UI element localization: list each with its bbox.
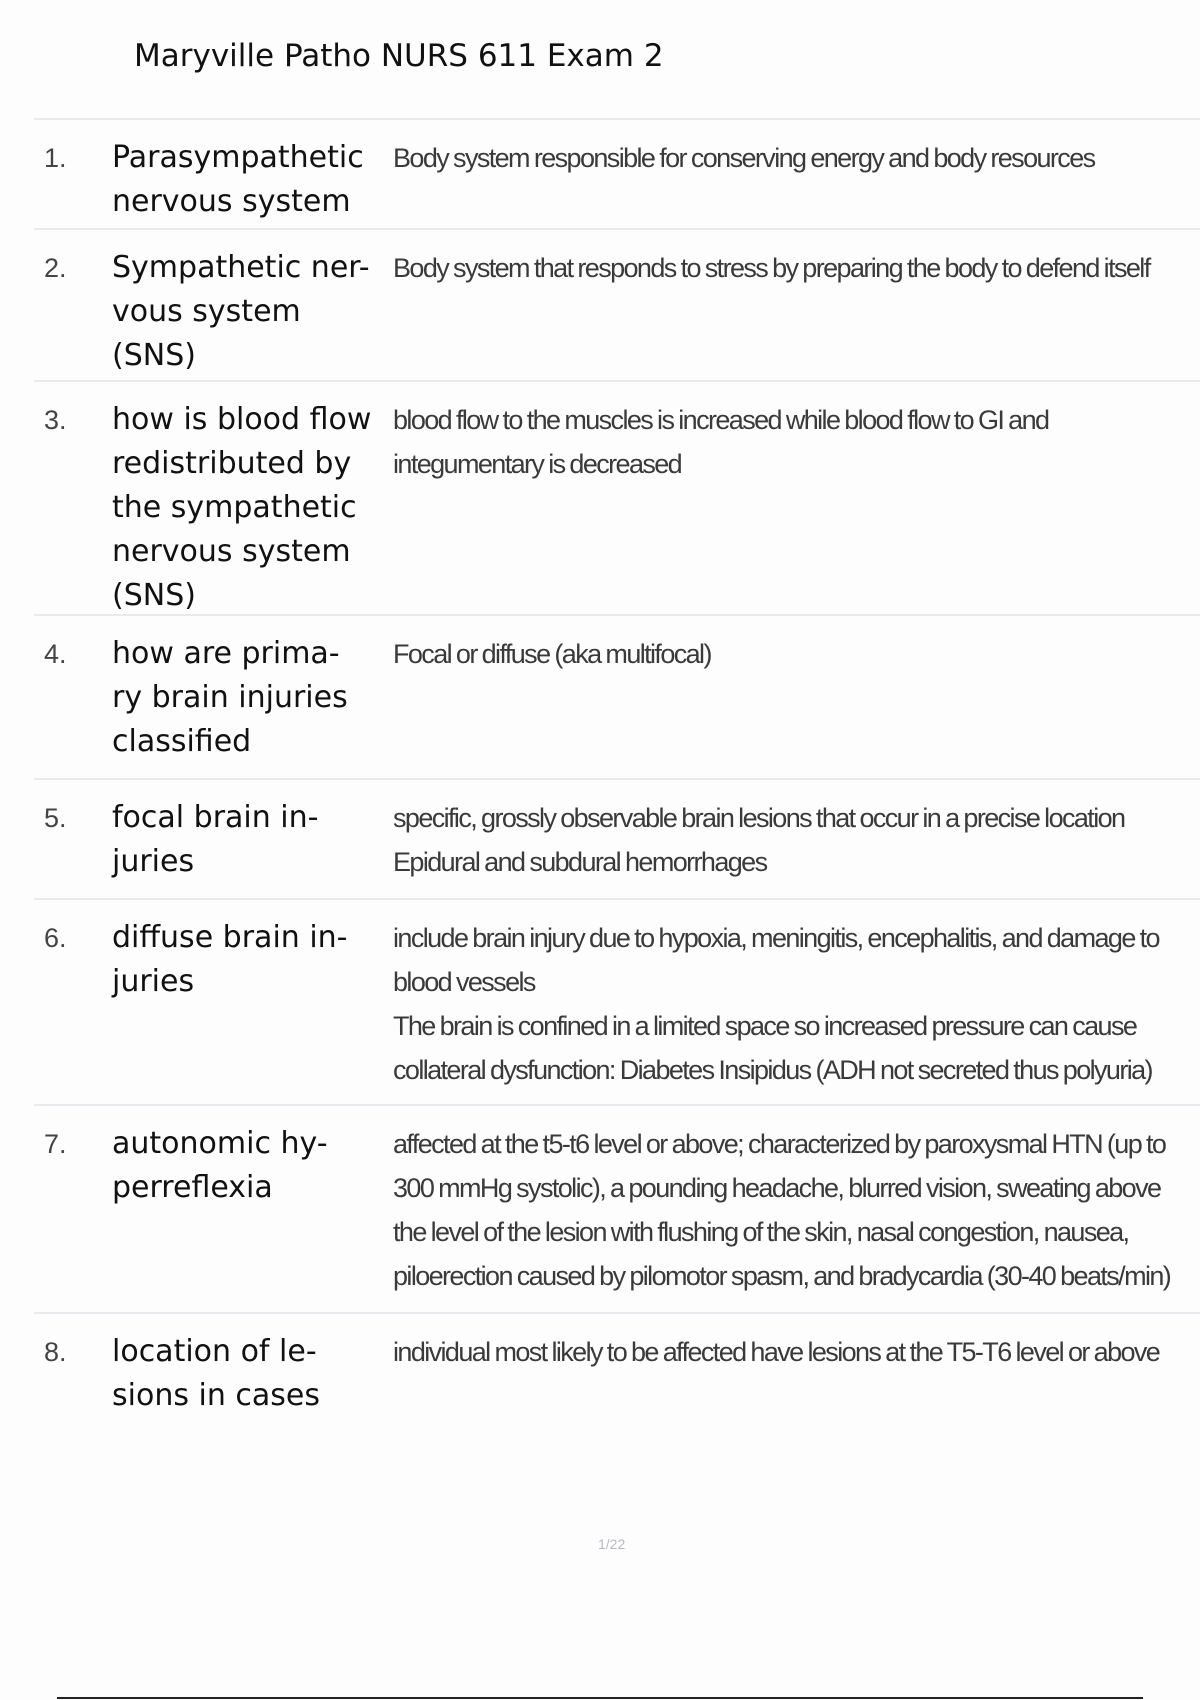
card-number: 3.: [44, 405, 67, 435]
definition-line: affected at the t5-t6 level or above; characterized by paroxysmal HTN (up to 300 mmHg systolic), a pounding headache, blurred vision, sweating above the level of the lesion with flushing of the skin, nasal congestion, nausea, piloerection caused by pilomotor spasm, and bradycardia (30-40 beats/min): [393, 1129, 1171, 1291]
card-term: Parasympathetic nervous system: [112, 140, 364, 219]
card-number: 5.: [44, 803, 67, 833]
definition-line: Body system responsible for conserving energy and body resources: [393, 143, 1095, 173]
flashcard-row: [34, 898, 1200, 1104]
footer-divider: [57, 1697, 1143, 1699]
card-definition: [384, 382, 1200, 614]
card-number: 4.: [44, 639, 67, 669]
card-term: autonomic hy- perreflexia: [112, 1126, 328, 1205]
flashcard-row: [34, 228, 1200, 380]
flashcard-row: [34, 614, 1200, 778]
card-definition: [384, 230, 1200, 380]
flashcard-list: [34, 118, 1200, 1452]
flashcard-row: [34, 380, 1200, 614]
flashcard-row: [34, 778, 1200, 898]
definition-line: Epidural and subdural hemorrhages: [393, 847, 767, 877]
definition-line: Focal or diffuse (aka multifocal): [393, 639, 711, 669]
card-term: location of le- sions in cases: [112, 1334, 320, 1413]
card-definition: [384, 616, 1200, 778]
flashcard-row: [34, 118, 1200, 228]
card-definition: [384, 900, 1200, 1104]
definition-line: The brain is confined in a limited space so increased pressure can cause collateral dysfunction: Diabetes Insipidus (ADH not secreted thus polyuria): [393, 1011, 1152, 1085]
card-number: 6.: [44, 923, 67, 953]
card-definition: [384, 1314, 1200, 1452]
definition-line: specific, grossly observable brain lesions that occur in a precise location: [393, 803, 1125, 833]
card-term: how are prima- ry brain injuries classified: [112, 636, 348, 759]
definition-line: include brain injury due to hypoxia, meningitis, encephalitis, and damage to blood vessels: [393, 923, 1159, 997]
card-term: Sympathetic ner- vous system (SNS): [112, 250, 370, 373]
card-definition: [384, 1106, 1200, 1312]
card-term: diffuse brain in- juries: [112, 920, 348, 999]
flashcard-row: [34, 1312, 1200, 1452]
card-number: 8.: [44, 1337, 67, 1367]
flashcard-row: [34, 1104, 1200, 1312]
card-number: 1.: [44, 143, 67, 173]
card-definition: [384, 780, 1200, 898]
card-number: 2.: [44, 253, 67, 283]
card-term: focal brain in- juries: [112, 800, 319, 879]
card-number: 7.: [44, 1129, 67, 1159]
card-term: how is blood flow redistributed by the sympathetic nervous system (SNS): [112, 402, 372, 613]
definition-line: blood flow to the muscles is increased while blood flow to GI and integumentary is decreased: [393, 405, 1049, 479]
definition-line: individual most likely to be affected have lesions at the T5-T6 level or above: [393, 1337, 1160, 1367]
card-definition: [384, 120, 1200, 228]
document-title: Maryville Patho NURS 611 Exam 2: [134, 38, 664, 74]
page-number: 1/22: [598, 1536, 626, 1552]
definition-line: Body system that responds to stress by preparing the body to defend itself: [393, 253, 1150, 283]
